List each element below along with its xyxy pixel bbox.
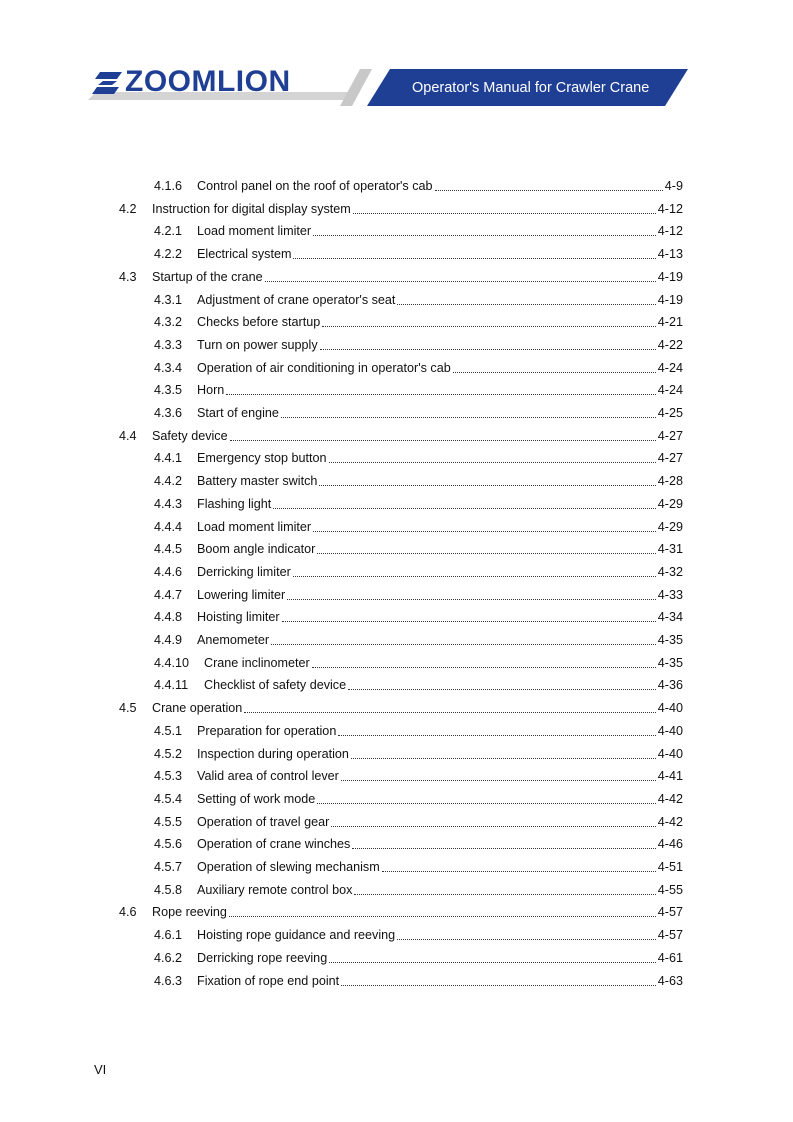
toc-entry[interactable] <box>154 310 683 330</box>
toc-entry-title: Battery master switch <box>197 474 318 489</box>
toc-entry-page: 4-19 <box>657 292 683 307</box>
toc-entry[interactable] <box>154 515 683 535</box>
toc-entry[interactable] <box>154 219 683 239</box>
toc-dot-leader <box>282 621 656 622</box>
header-band <box>0 0 793 120</box>
toc-entry-title: Operation of slewing mechanism <box>197 860 380 874</box>
toc-entry[interactable] <box>119 900 683 920</box>
brand-logo-text: ZOOMLION <box>125 65 291 98</box>
toc-entry-page: 4-55 <box>657 882 683 897</box>
toc-entry-number: 4.3 <box>119 269 137 284</box>
toc-entry-page: 4-33 <box>657 587 683 602</box>
toc-entry-number: 4.4.2 <box>154 474 183 489</box>
toc-entry[interactable] <box>154 946 683 966</box>
page-header <box>0 0 793 120</box>
toc-entry-number: 4.6 <box>119 905 137 920</box>
toc-entry-page: 4-40 <box>657 723 683 738</box>
toc-entry-title: Auxiliary remote control box <box>197 882 353 897</box>
toc-dot-leader <box>354 894 655 895</box>
toc-entry-page: 4-57 <box>657 905 683 920</box>
toc-entry-page: 4-35 <box>657 633 683 647</box>
toc-entry-page: 4-12 <box>657 201 683 216</box>
toc-dot-leader <box>265 281 656 282</box>
toc-entry-number: 4.3.2 <box>154 315 183 330</box>
zoomlion-stripes-icon <box>92 72 122 94</box>
toc-entry-number: 4.4.6 <box>154 564 183 579</box>
toc-dot-leader <box>382 871 656 872</box>
toc-entry-title: Fixation of rope end point <box>197 973 340 988</box>
toc-entry-page: 4-24 <box>657 383 683 398</box>
toc-entry-title: Setting of work mode <box>197 791 316 806</box>
toc-entry-page: 4-21 <box>657 315 683 330</box>
toc-entry-number: 4.3.4 <box>154 360 183 375</box>
toc-entry-page: 4-40 <box>657 746 683 761</box>
toc-entry-title: Instruction for digital display system <box>152 201 351 216</box>
toc-entry[interactable] <box>154 923 683 943</box>
toc-entry-page: 4-46 <box>657 837 683 852</box>
toc-entry[interactable] <box>154 469 683 489</box>
toc-entry[interactable] <box>154 878 683 898</box>
toc-dot-leader <box>229 916 656 917</box>
footer-page-number: VI <box>94 1062 107 1077</box>
toc-entry-page: 4-34 <box>657 610 683 625</box>
toc-entry[interactable] <box>154 651 683 671</box>
toc-entry-title: Operation of air conditioning in operator's cab <box>197 360 451 375</box>
toc-entry-title: Lowering limiter <box>197 587 286 602</box>
toc-entry-title: Derricking limiter <box>197 564 291 579</box>
toc-entry-title: Control panel on the roof of operator's cab <box>197 179 433 193</box>
toc-entry-title: Horn <box>197 383 225 398</box>
toc-entry-number: 4.3.3 <box>154 337 183 352</box>
toc-entry-page: 4-9 <box>664 179 683 193</box>
toc-entry-title: Checks before startup <box>197 315 321 330</box>
toc-entry-number: 4.6.3 <box>154 973 183 988</box>
toc-entry-title: Electrical system <box>197 247 292 262</box>
toc-entry-number: 4.4.8 <box>154 610 183 625</box>
toc-entry-title: Checklist of safety device <box>204 678 347 693</box>
toc-dot-leader <box>293 258 655 259</box>
toc-entry-number: 4.6.2 <box>154 950 183 965</box>
toc-entry-number: 4.5.4 <box>154 791 183 806</box>
toc-entry-number: 4.5.7 <box>154 860 183 874</box>
toc-dot-leader <box>312 667 656 668</box>
toc-entry-page: 4-27 <box>657 428 683 443</box>
toc-dot-leader <box>351 758 656 759</box>
toc-entry[interactable] <box>154 537 683 557</box>
toc-dot-leader <box>317 803 655 804</box>
toc-dot-leader <box>341 985 656 986</box>
toc-entry-page: 4-29 <box>657 496 683 511</box>
toc-entry-title: Hoisting limiter <box>197 610 280 625</box>
toc-entry-page: 4-35 <box>657 655 683 670</box>
toc-entry-page: 4-29 <box>657 519 683 534</box>
toc-dot-leader <box>329 962 656 963</box>
toc-entry[interactable] <box>154 560 683 580</box>
toc-entry-title: Hoisting rope guidance and reeving <box>197 928 396 943</box>
toc-dot-leader <box>353 213 656 214</box>
toc-entry-number: 4.5.6 <box>154 837 183 852</box>
toc-dot-leader <box>435 190 663 191</box>
toc-dot-leader <box>341 780 656 781</box>
toc-entry-page: 4-61 <box>657 950 683 965</box>
toc-dot-leader <box>397 939 656 940</box>
toc-entry[interactable] <box>119 265 683 285</box>
toc-entry-title: Crane inclinometer <box>204 655 310 670</box>
toc-entry-title: Turn on power supply <box>197 337 318 352</box>
toc-dot-leader <box>348 689 656 690</box>
toc-entry-number: 4.4.9 <box>154 633 183 647</box>
toc-entry[interactable] <box>154 742 683 762</box>
toc-entry[interactable] <box>154 583 683 603</box>
toc-entry-title: Operation of travel gear <box>197 814 330 829</box>
toc-entry-page: 4-42 <box>657 814 683 829</box>
toc-entry[interactable] <box>154 605 683 625</box>
toc-dot-leader <box>244 712 655 713</box>
toc-dot-leader <box>271 644 656 645</box>
toc-entry-number: 4.3.5 <box>154 383 183 398</box>
toc-entry[interactable] <box>119 197 683 217</box>
toc-entry-page: 4-27 <box>657 451 683 466</box>
toc-entry-number: 4.4.1 <box>154 451 183 466</box>
toc-entry[interactable] <box>154 174 683 194</box>
toc-entry-number: 4.2.2 <box>154 247 183 262</box>
toc-dot-leader <box>226 394 655 395</box>
toc-entry-title: Anemometer <box>197 633 270 647</box>
toc-entry-page: 4-24 <box>657 360 683 375</box>
toc-entry-page: 4-25 <box>657 406 683 420</box>
toc-entry-number: 4.4.7 <box>154 587 183 602</box>
toc-entry-title: Crane operation <box>152 701 243 716</box>
toc-entry-title: Emergency stop button <box>197 451 327 466</box>
toc-entry[interactable] <box>154 810 683 830</box>
toc-entry-number: 4.6.1 <box>154 928 183 943</box>
toc-dot-leader <box>329 462 656 463</box>
toc-entry-page: 4-41 <box>657 769 683 784</box>
header-title: Operator's Manual for Crawler Crane <box>412 80 650 96</box>
toc-entry[interactable] <box>154 492 683 512</box>
toc-entry-page: 4-57 <box>657 928 683 943</box>
toc-entry-title: Valid area of control lever <box>197 769 339 784</box>
toc-entry[interactable] <box>154 356 683 376</box>
toc-entry-title: Boom angle indicator <box>197 542 316 557</box>
toc-dot-leader <box>281 417 656 418</box>
toc-entry-number: 4.1.6 <box>154 179 183 193</box>
toc-dot-leader <box>319 485 655 486</box>
toc-dot-leader <box>320 349 656 350</box>
toc-dot-leader <box>322 326 656 327</box>
toc-entry[interactable] <box>154 288 683 308</box>
toc-entry-page: 4-19 <box>657 269 683 284</box>
toc-dot-leader <box>338 735 655 736</box>
toc-entry-number: 4.5.5 <box>154 814 183 829</box>
toc-entry-title: Startup of the crane <box>152 269 263 284</box>
toc-entry-page: 4-42 <box>657 791 683 806</box>
toc-entry[interactable] <box>154 628 683 648</box>
toc-entry-title: Derricking rope reeving <box>197 950 328 965</box>
toc-entry-number: 4.4.5 <box>154 542 183 557</box>
toc-dot-leader <box>293 576 656 577</box>
toc-entry-number: 4.4.11 <box>154 678 189 693</box>
toc-dot-leader <box>331 826 655 827</box>
toc-entry[interactable] <box>154 242 683 262</box>
toc-entry-title: Flashing light <box>197 496 272 511</box>
toc-entry-page: 4-28 <box>657 474 683 489</box>
toc-entry-number: 4.3.1 <box>154 292 183 307</box>
toc-entry-title: Rope reeving <box>152 905 227 920</box>
toc-dot-leader <box>352 848 655 849</box>
toc-dot-leader <box>230 440 656 441</box>
toc-entry[interactable] <box>154 832 683 852</box>
toc-entry-page: 4-40 <box>657 701 683 716</box>
toc-entry-title: Adjustment of crane operator's seat <box>197 292 396 307</box>
toc-entry-title: Inspection during operation <box>197 746 349 761</box>
toc-entry-number: 4.5.3 <box>154 769 183 784</box>
toc-entry-page: 4-36 <box>657 678 683 693</box>
toc-entry[interactable] <box>154 446 683 466</box>
toc-entry-title: Load moment limiter <box>197 519 312 534</box>
toc-entry-number: 4.5.8 <box>154 882 183 897</box>
toc-entry-page: 4-12 <box>657 224 683 239</box>
toc-entry-page: 4-13 <box>657 247 683 262</box>
toc-entry[interactable] <box>154 969 683 989</box>
toc-entry-number: 4.4.3 <box>154 496 183 511</box>
toc-entry-title: Preparation for operation <box>197 723 337 738</box>
toc-entry-number: 4.5 <box>119 701 137 716</box>
toc-entry-title: Load moment limiter <box>197 224 312 239</box>
toc-entry[interactable] <box>154 719 683 739</box>
toc-entry-page: 4-63 <box>657 973 683 988</box>
toc-dot-leader <box>317 553 655 554</box>
toc-entry[interactable] <box>119 424 683 444</box>
toc-entry[interactable] <box>119 696 683 716</box>
toc-entry-page: 4-51 <box>657 860 683 874</box>
toc-dot-leader <box>287 599 656 600</box>
toc-entry-title: Operation of crane winches <box>197 837 351 852</box>
toc-entry-number: 4.4.4 <box>154 519 183 534</box>
toc-entry[interactable] <box>154 855 683 875</box>
toc-entry[interactable] <box>154 401 683 421</box>
toc-entry[interactable] <box>154 787 683 807</box>
toc-dot-leader <box>273 508 656 509</box>
toc-entry-number: 4.2.1 <box>154 224 183 239</box>
toc-entry-number: 4.5.2 <box>154 746 183 761</box>
toc-dot-leader <box>453 372 656 373</box>
toc-dot-leader <box>397 304 655 305</box>
toc-entry-number: 4.4.10 <box>154 655 190 670</box>
toc-entry-page: 4-31 <box>657 542 683 557</box>
toc-entry-number: 4.2 <box>119 201 137 216</box>
toc-entry-page: 4-22 <box>657 337 683 352</box>
toc-entry[interactable] <box>154 378 683 398</box>
toc-dot-leader <box>313 235 656 236</box>
toc-entry-number: 4.3.6 <box>154 406 183 420</box>
toc-entry[interactable] <box>154 673 683 693</box>
toc-entry-number: 4.5.1 <box>154 723 183 738</box>
toc-entry[interactable] <box>154 333 683 353</box>
toc-dot-leader <box>313 531 656 532</box>
toc-entry-title: Start of engine <box>197 406 279 420</box>
toc-entry-title: Safety device <box>152 428 228 443</box>
toc-entry-number: 4.4 <box>119 428 137 443</box>
toc-entry[interactable] <box>154 764 683 784</box>
toc-entry-page: 4-32 <box>657 564 683 579</box>
